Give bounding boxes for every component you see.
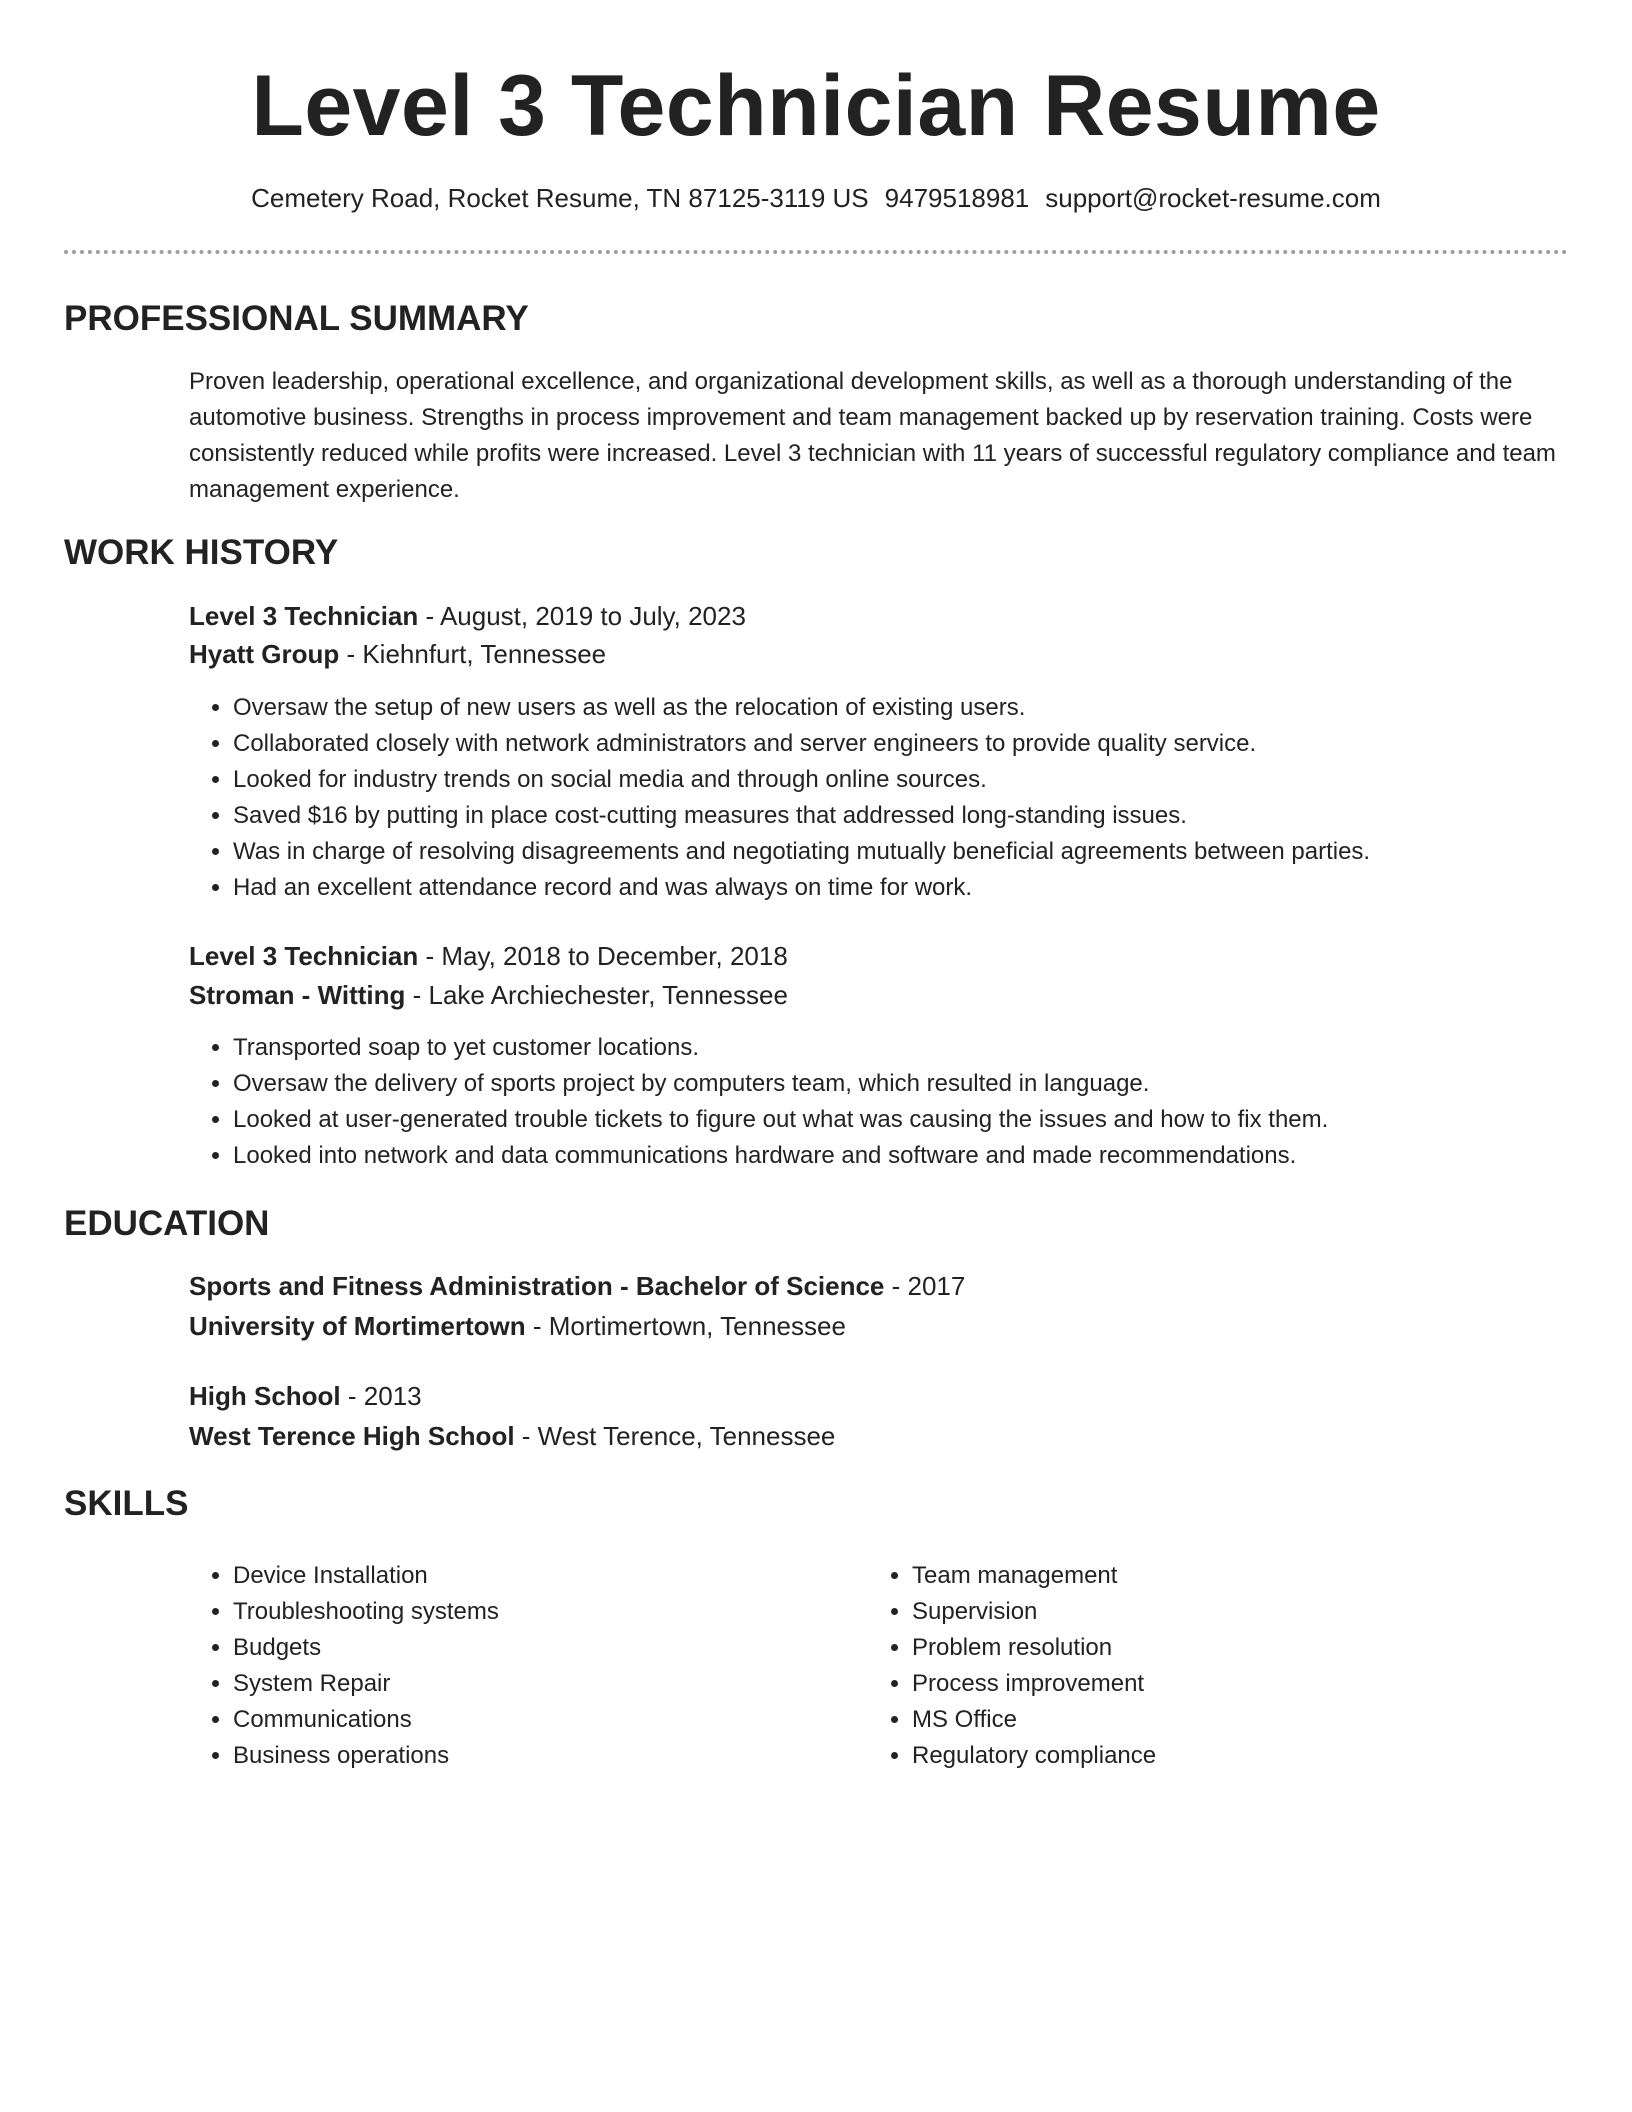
- list-item: • Communications: [233, 1702, 499, 1738]
- list-item: • Collaborated closely with network administrators and server engineers to provide quality service.: [233, 726, 1370, 762]
- work-history-heading: WORK HISTORY: [64, 533, 339, 572]
- education-location: - Mortimertown, Tennessee: [525, 1311, 846, 1341]
- summary-text: Proven leadership, operational excellence, and organizational development skills, as well as a thorough understanding of the automotive business. Strengths in process improvement and team management backed up by reservation training. Costs were consistently reduced while profits were increased. Level 3 technician with 11 years of successful regulatory compliance and team management experience.: [189, 368, 1556, 503]
- job-bullets: [189, 690, 1370, 906]
- header-divider: [64, 250, 1568, 254]
- list-item: • Had an excellent attendance record and was always on time for work.: [233, 870, 1370, 906]
- education-school-line: [189, 1308, 846, 1344]
- list-item: • MS Office: [912, 1702, 1156, 1738]
- job-location: - Lake Archiechester, Tennessee: [405, 980, 788, 1010]
- job-company-line: [189, 977, 788, 1013]
- contact-line: [0, 180, 1632, 216]
- education-heading: EDUCATION: [64, 1204, 270, 1243]
- list-item: • Troubleshooting systems: [233, 1594, 499, 1630]
- list-item: • Oversaw the setup of new users as well as the relocation of existing users.: [233, 690, 1370, 726]
- page-title: Level 3 Technician Resume: [251, 58, 1381, 154]
- job-company-line: [189, 636, 606, 672]
- summary-heading: PROFESSIONAL SUMMARY: [64, 299, 529, 338]
- education-location: - West Terence, Tennessee: [514, 1421, 836, 1451]
- list-item: • Transported soap to yet customer locations.: [233, 1030, 1328, 1066]
- list-item: • Regulatory compliance: [912, 1738, 1156, 1774]
- list-item: • Supervision: [912, 1594, 1156, 1630]
- job-title-line: [189, 598, 746, 634]
- contact-email: support@rocket-resume.com: [1045, 183, 1381, 213]
- education-degree: Sports and Fitness Administration - Bachelor of Science: [189, 1271, 885, 1301]
- contact-phone: 9479518981: [884, 183, 1030, 213]
- education-school: University of Mortimertown: [189, 1311, 526, 1341]
- list-item: • Budgets: [233, 1630, 499, 1666]
- list-item: • Looked at user-generated trouble tickets to figure out what was causing the issues and how to fix them.: [233, 1102, 1328, 1138]
- contact-address: Cemetery Road, Rocket Resume, TN 87125-3119 US: [251, 183, 869, 213]
- list-item: • Team management: [912, 1558, 1156, 1594]
- list-item: • Oversaw the delivery of sports project by computers team, which resulted in language.: [233, 1066, 1328, 1102]
- education-year: - 2017: [884, 1271, 966, 1301]
- skills-heading: SKILLS: [64, 1484, 189, 1523]
- job-company: Hyatt Group: [189, 639, 340, 669]
- education-school-line: [189, 1418, 835, 1454]
- education-year: - 2013: [340, 1381, 422, 1411]
- job-title-line: [189, 938, 788, 974]
- list-item: • Business operations: [233, 1738, 499, 1774]
- list-item: • Saved $16 by putting in place cost-cutting measures that addressed long-standing issues.: [233, 798, 1370, 834]
- education-school: West Terence High School: [189, 1421, 515, 1451]
- job-company: Stroman - Witting: [189, 980, 406, 1010]
- job-title: Level 3 Technician: [189, 601, 419, 631]
- job-title: Level 3 Technician: [189, 941, 419, 971]
- skills-list-right: [868, 1558, 1156, 1774]
- list-item: • Device Installation: [233, 1558, 499, 1594]
- education-degree-line: [189, 1378, 422, 1414]
- list-item: • Process improvement: [912, 1666, 1156, 1702]
- list-item: • Looked into network and data communications hardware and software and made recommendations.: [233, 1138, 1328, 1174]
- list-item: • Was in charge of resolving disagreements and negotiating mutually beneficial agreements between parties.: [233, 834, 1370, 870]
- education-degree: High School: [189, 1381, 341, 1411]
- list-item: • Looked for industry trends on social media and through online sources.: [233, 762, 1370, 798]
- education-degree-line: [189, 1268, 965, 1304]
- list-item: • Problem resolution: [912, 1630, 1156, 1666]
- list-item: • System Repair: [233, 1666, 499, 1702]
- job-dates: - May, 2018 to December, 2018: [418, 941, 788, 971]
- job-bullets: [189, 1030, 1328, 1174]
- job-dates: - August, 2019 to July, 2023: [418, 601, 746, 631]
- skills-list-left: [189, 1558, 499, 1774]
- job-location: - Kiehnfurt, Tennessee: [339, 639, 607, 669]
